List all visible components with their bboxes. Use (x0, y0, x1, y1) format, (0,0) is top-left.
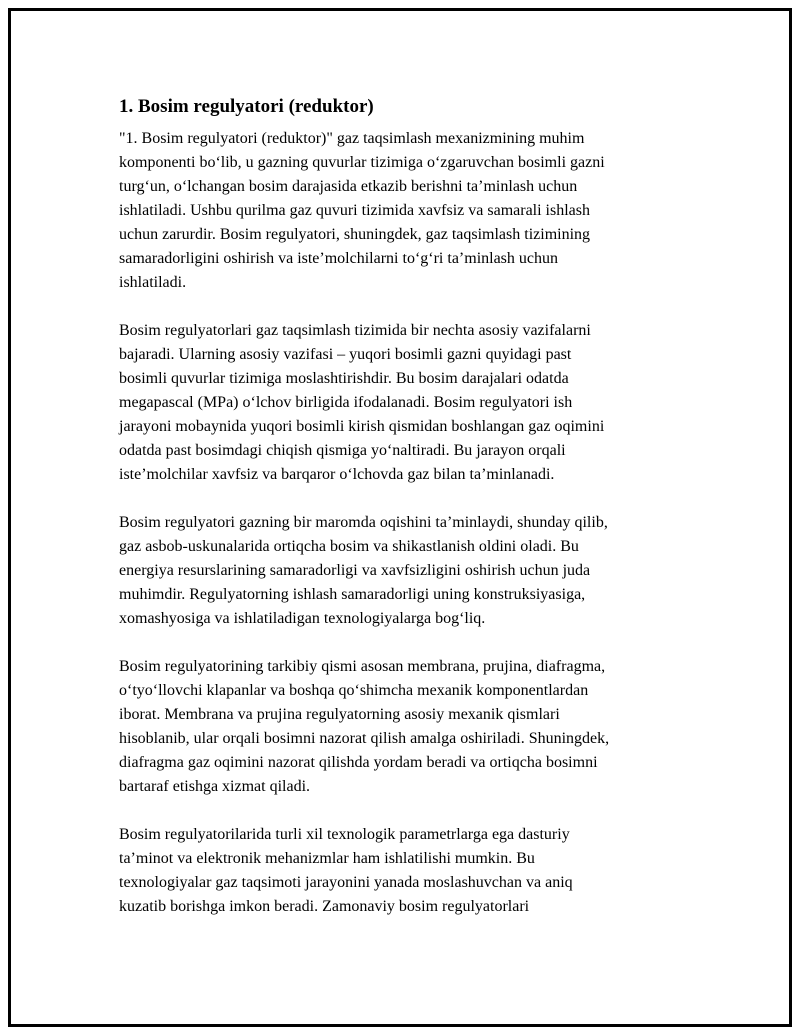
document-body (119, 95, 699, 943)
document-page (8, 8, 792, 1027)
paragraph-4: Bosim regulyatorining tarkibiy qismi asosan membrana, prujina, diafragma, oʻtyoʻllovchi klapanlar va boshqa qoʻshimcha mexanik komponentlardan iborat. Membrana va prujina regulyatorning asosiy mexanik qismlari hisoblanib, ular orqali bosimni nazorat qilish amalga oshiriladi. Shuningdek, diafragma gaz oqimini nazorat qilishda yordam beradi va ortiqcha bosimni bartaraf etishga xizmat qiladi. (119, 658, 610, 795)
paragraph-1: "1. Bosim regulyatori (reduktor)" gaz taqsimlash mexanizmining muhim komponenti boʻlib, u gazning quvurlar tizimiga oʻzgaruvchan bosimli gazni turgʻun, oʻlchangan bosim darajasida etkazib berishni taʼminlash uchun ishlatiladi. Ushbu qurilma gaz quvuri tizimida xavfsiz va samarali ishlash uchun zarurdir. Bosim regulyatori, shuningdek, gaz taqsimlash tizimining samaradorligini oshirish va isteʼmolchilarni toʻgʻri taʼminlash uchun ishlatiladi. (119, 130, 605, 291)
paragraph-2: Bosim regulyatorlari gaz taqsimlash tizimida bir nechta asosiy vazifalarni bajaradi. Ularning asosiy vazifasi – yuqori bosimli gazni quyidagi past bosimli quvurlar tizimiga moslashtirishdir. Bu bosim darajalari odatda megapascal (MPa) oʻlchov birligida ifodalanadi. Bosim regulyatori ish jarayoni mobaynida yuqori bosimli kirish qismidan boshlangan gaz oqimini odatda past bosimdagi chiqish qismiga yoʻnaltiradi. Bu jarayon orqali isteʼmolchilar xavfsiz va barqaror oʻlchovda gaz bilan taʼminlanadi. (119, 322, 605, 483)
paragraph-5: Bosim regulyatorilarida turli xil texnologik parametrlarga ega dasturiy taʼminot va elektronik mehanizmlar ham ishlatilishi mumkin. Bu texnologiyalar gaz taqsimoti jarayonini yanada moslashuvchan va aniq kuzatib borishga imkon beradi. Zamonaviy bosim regulyatorlari (119, 826, 573, 915)
section-heading: 1. Bosim regulyatori (reduktor) (119, 96, 374, 117)
paragraph-3: Bosim regulyatori gazning bir maromda oqishini taʼminlaydi, shunday qilib, gaz asbob-uskunalarida ortiqcha bosim va shikastlanish oldini oladi. Bu energiya resurslarining samaradorligi va xavfsizligini oshirish uchun juda muhimdir. Regulyatorning ishlash samaradorligi uning konstruksiyasiga, xomashyosiga va ishlatiladigan texnologiyalarga bogʻliq. (119, 514, 608, 627)
